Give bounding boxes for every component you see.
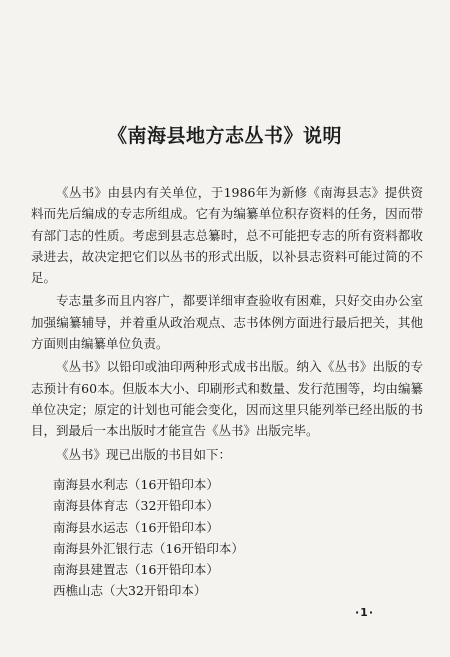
list-item: 南海县体育志（32开铅印本） [53,498,219,514]
paragraph: 《丛书》由县内有关单位，于1986年为新修《南海县志》提供资料而先后编成的专志所组成。它有为编纂单位积存资料的任务，因而带有部门志的性质。考虑到县志总纂时，总不可能把专志的所有资料都收录进去，故决定把它们以丛书的形式出版，以补县志资料可能过简的不足。 [31,185,423,286]
page-number: ·1· [355,606,375,619]
document-title: 《南海县地方志丛书》说明 [107,125,342,147]
list-item: 南海县外汇银行志（16开铅印本） [53,540,244,556]
paragraph: 专志量多而且内容广，都要详细审查验收有困难，只好交由办公室加强编纂辅导，并着重从政治观点、志书体例方面进行最后把关，其他方面则由编纂单位负责。 [31,293,423,352]
list-item: 西樵山志（大32开铅印本） [53,583,207,599]
book-list [53,474,244,602]
list-item: 南海县水运志（16开铅印本） [53,519,219,535]
document-body [31,182,423,467]
list-item: 南海县建置志（16开铅印本） [53,562,219,578]
list-item: 南海县水利志（16开铅印本） [53,477,219,492]
paragraph: 《丛书》现已出版的书目如下： [56,446,232,462]
paragraph: 《丛书》以铅印或油印两种形式成书出版。纳入《丛书》出版的专志预计有60本。但版本大小、印刷形式和数量、发行范围等，均由编纂单位决定；原定的计划也可能会变化，因而这里只能列举已经出版的书目，到最后一本出版时才能宣告《丛书》出版完毕。 [31,359,423,439]
